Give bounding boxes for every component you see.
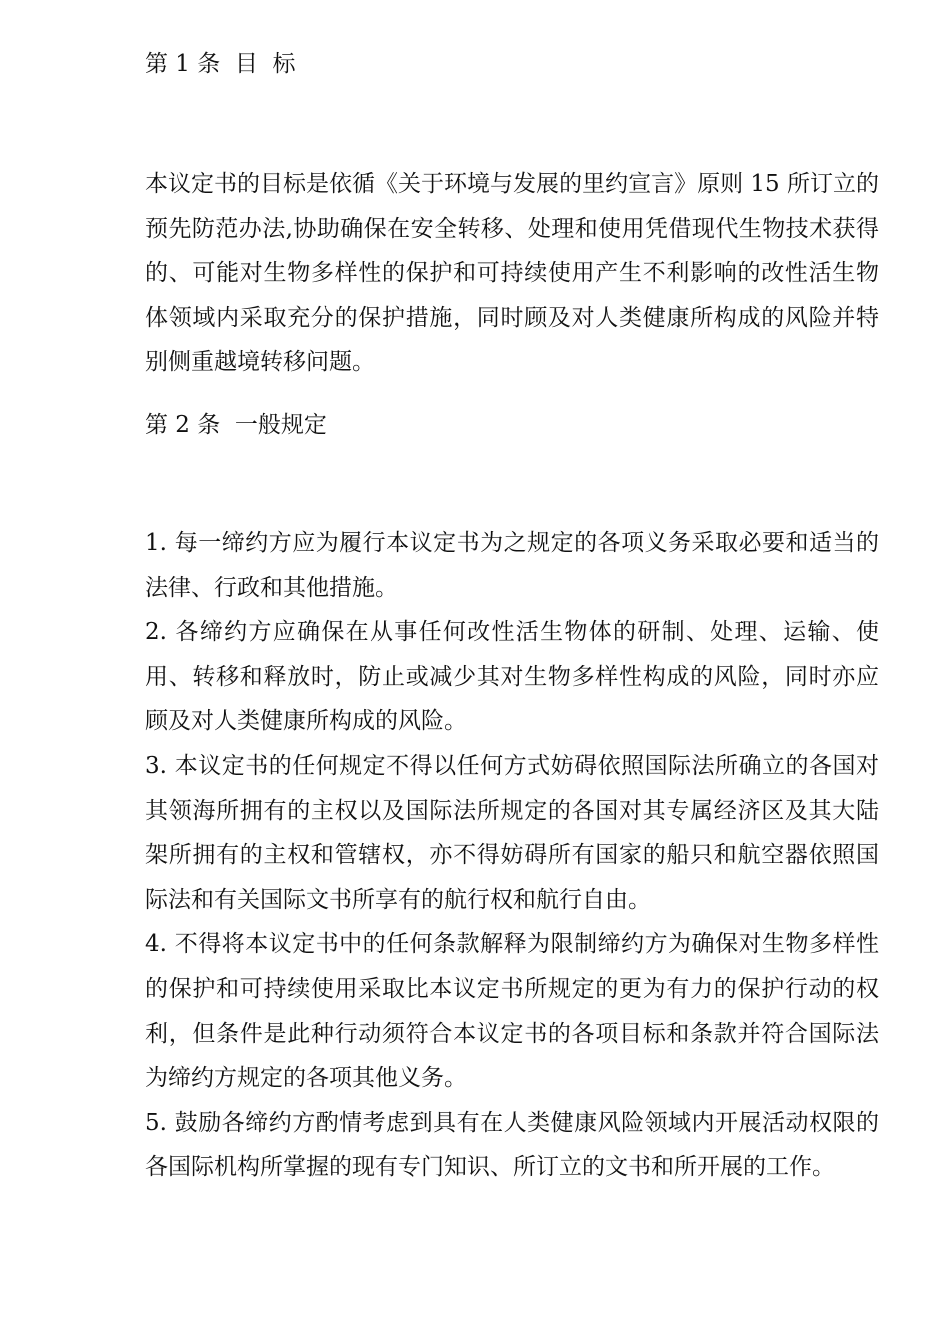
document-page [145,44,879,1190]
article-1-heading: 第 1 条 目 标 [145,51,296,77]
list-item: 2. 各缔约方应确保在从事任何改性活生物体的研制、处理、运输、使用、转移和释放时，防止或减少其对生物多样性构成的风险，同时亦应顾及对人类健康所构成的风险。 [145,619,879,735]
article-1-body: 本议定书的目标是依循《关于环境与发展的里约宣言》原则 15 所订立的预先防范办法,协助确保在安全转移、处理和使用凭借现代生物技术获得的、可能对生物多样性的保护和可持续使用产生不利影响的改性活生物体领域内采取充分的保护措施，同时顾及对人类健康所构成的风险并特别侧重越境转移问题。 [145,171,879,376]
list-item: 1. 每一缔约方应为履行本议定书为之规定的各项义务采取必要和适当的法律、行政和其他措施。 [145,529,879,601]
article-2-list [145,521,879,1190]
list-item: 5. 鼓励各缔约方酌情考虑到具有在人类健康风险领域内开展活动权限的各国际机构所掌握的现有专门知识、所订立的文书和所开展的工作。 [145,1109,879,1181]
article-2-heading: 第 2 条 一般规定 [145,411,327,438]
list-item: 3. 本议定书的任何规定不得以任何方式妨碍依照国际法所确立的各国对其领海所拥有的主权以及国际法所规定的各国对其专属经济区及其大陆架所拥有的主权和管辖权，亦不得妨碍所有国家的船只和航空器依照国际法和有关国际文书所享有的航行权和航行自由。 [145,752,879,913]
list-item: 4. 不得将本议定书中的任何条款解释为限制缔约方为确保对生物多样性的保护和可持续使用采取比本议定书所规定的更为有力的保护行动的权利，但条件是此种行动须符合本议定书的各项目标和条款并符合国际法为缔约方规定的各项其他义务。 [145,931,879,1092]
